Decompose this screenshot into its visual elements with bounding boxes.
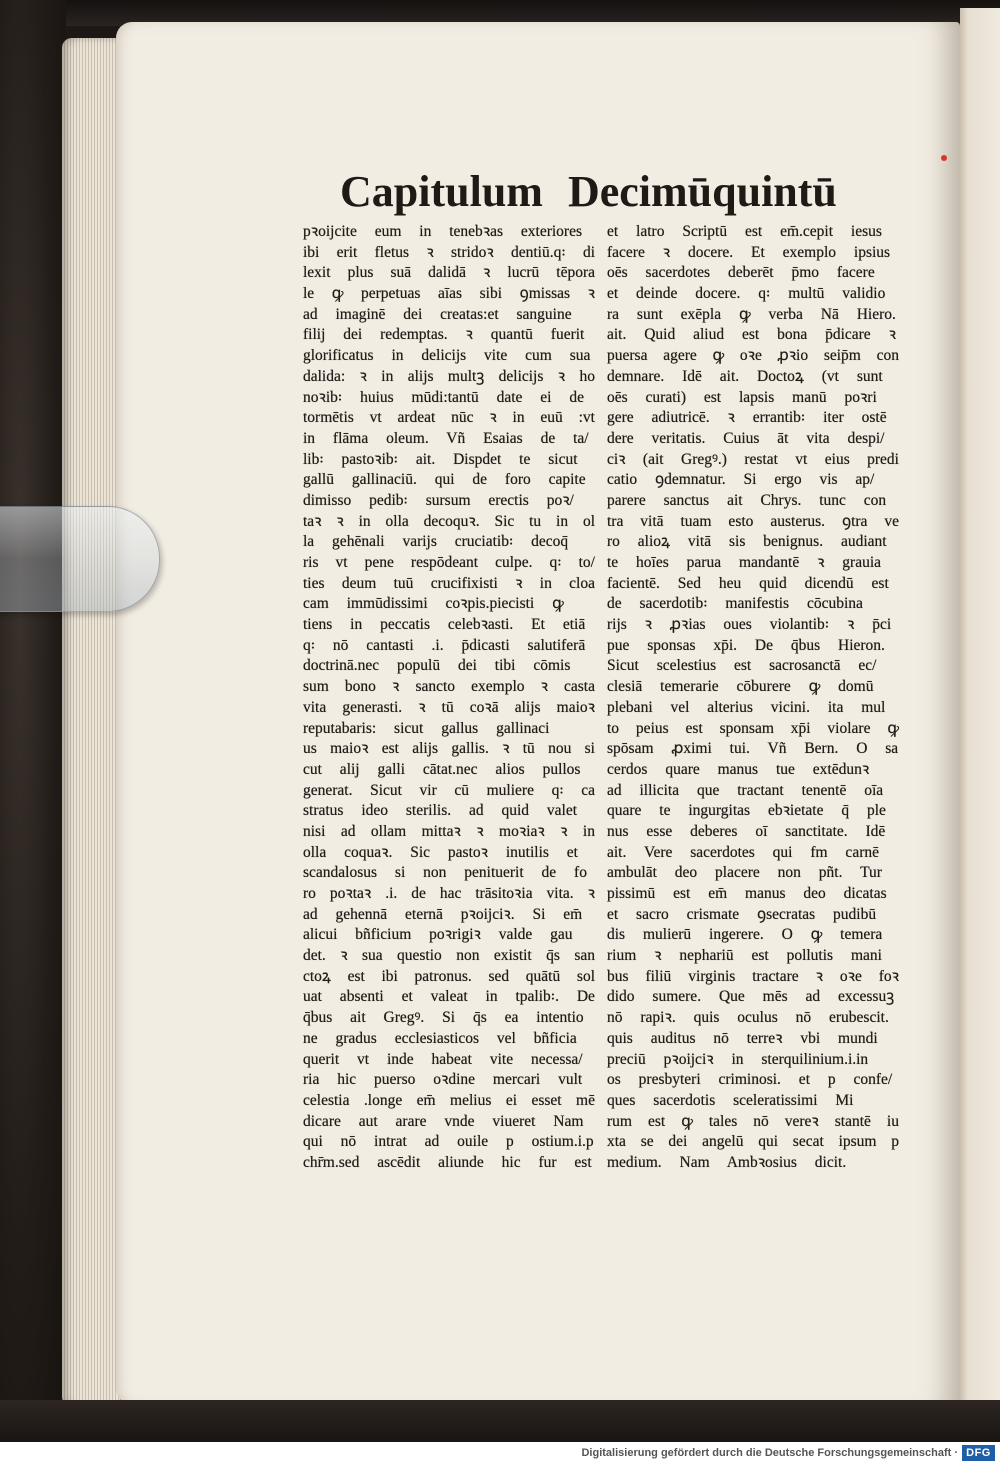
text-line: qui nō intrat ad ouile p ostium.i.p (303, 1133, 594, 1151)
text-line: dicare aut arare vnde viueret Nam (303, 1112, 584, 1130)
text-line: dimisso pedib꞉ sursum erectis poꝛ/ (303, 491, 574, 509)
text-line: doctrinā.nec populū dei tibi cōmis (303, 657, 571, 675)
text-line: et sacro crismate ꝯsecratas pudibū (607, 905, 877, 923)
text-line: ques sacerdotis sceleratissimi Mi (607, 1091, 854, 1109)
text-line: generat. Sicut vir cū muliere q꞉ ca (303, 781, 595, 799)
chapter-heading: Capitulum Decimūquintū (340, 167, 837, 216)
red-mark (941, 155, 947, 161)
text-line: vita generasti. ꝛ tū coꝛā alijs maioꝛ (303, 698, 595, 716)
left-text-column (303, 222, 595, 1174)
text-line: preciū pꝛoijciꝛ in sterquilinium.i.in (607, 1050, 869, 1068)
text-line: facere ꝛ docere. Et exemplo ipsius (607, 243, 891, 261)
text-line: ties deum tuū crucifixisti ꝛ in cloa (303, 574, 595, 592)
text-line: ro alioꝝ vitā sis benignus. audiant (607, 533, 887, 551)
text-line: oēs curati) est lapsis manū poꝛri (607, 388, 877, 406)
text-line: rium ꝛ nephariū est pollutis mani (607, 947, 882, 965)
text-line: la gehēnali varijs cruciatib꞉ decoq̄ (303, 533, 569, 551)
text-line: cam immūdissimi coꝛpis.piecisti ꝙ (303, 595, 564, 613)
text-line: facientē. Sed heu quid dicendū est (607, 574, 889, 592)
text-line: et latro Scriptū est em̄.cepit iesus (607, 223, 882, 240)
text-line: ad gehennā eternā pꝛoijciꝛ. Si em̄ (303, 905, 583, 923)
text-line: dis mulierū ingerere. O ꝙ temera (607, 926, 883, 944)
text-line: sum bono ꝛ sancto exemplo ꝛ casta (303, 678, 595, 696)
text-line: nus esse deberes oī sanctitate. Idē (607, 822, 886, 840)
text-line: nisi ad ollam mittaꝛ ꝛ moꝛiaꝛ ꝛ in (303, 822, 595, 840)
text-line: quis auditus nō terreꝛ vbi mundi (607, 1029, 878, 1047)
text-line: alicui bñficium poꝛrigiꝛ valde gau (303, 926, 573, 944)
text-line: spōsam ꝓximi tui. Vñ Bern. O sa (607, 740, 899, 758)
digitization-footer (0, 1442, 1000, 1464)
text-line: tiens in peccatis celebꝛasti. Et etiā (303, 616, 586, 634)
text-line: glorificatus in delicijs vite cum sua (303, 347, 591, 365)
text-line: tormētis vt ardeat nūc ꝛ in euū :vt (303, 409, 595, 427)
text-line: Sicut scelestius est sacrosanctā ec/ (607, 657, 877, 675)
text-line: quare te ingurgitas ebꝛietate q̄ ple (607, 802, 886, 820)
text-line: lexit plus suā dalidā ꝛ lucrū tēpora (303, 264, 595, 282)
text-line: uat absenti et valeat in tpalib꞉. De (303, 988, 595, 1006)
text-line: cut alij galli cātat.nec alios pullos (303, 760, 581, 778)
right-text-column (607, 222, 899, 1174)
text-line: pꝛoijcite eum in tenebꝛas exteriores (303, 223, 583, 240)
text-line: demnare. Idē ait. Doctoꝝ (vt sunt (607, 367, 883, 385)
text-line: catio ꝯdemnatur. Si ergo vis ap/ (607, 471, 875, 489)
text-line: pissimū est em̄ manus deo dicatas (607, 885, 887, 902)
text-line: dido sumere. Que mēs ad excessuꝫ (607, 988, 895, 1006)
text-line: olla coquaꝛ. Sic pastoꝛ inutilis et (303, 843, 578, 861)
text-line: dalida: ꝛ in alijs multꝫ delicijs ꝛ ho (303, 367, 595, 385)
text-line: us maioꝛ est alijs gallis. ꝛ tū nou si (303, 740, 595, 758)
text-line: ro poꝛtaꝛ .i. de hac trāsitoꝛia vita. ꝛ (303, 885, 595, 902)
text-line: ait. Quid aliud est bona p̄dicare ꝛ (607, 326, 896, 344)
text-line: bus filiū virginis tractare ꝛ oꝛe foꝛ (607, 967, 899, 985)
facing-page (960, 8, 1000, 1404)
text-line: pue sponsas xp̄i. De q̄bus Hieron. (607, 636, 885, 654)
dfg-logo[interactable]: DFG (962, 1445, 995, 1461)
text-line: reputabaris: sicut gallus gallinaci (303, 719, 550, 737)
text-line: q꞉ nō cantasti .i. p̄dicasti salutiferā (303, 636, 586, 654)
text-line: gere adiutricē. ꝛ errantib꞉ iter ostē (607, 409, 887, 427)
text-line: plebani vel alterius vicini. ita mul (607, 698, 886, 716)
text-line: ciꝛ (ait Gregꝰ.) restat vt eius predi (607, 450, 899, 468)
text-line: ad illicita que tractant tenentē oīa (607, 781, 884, 799)
text-line: ad imaginē dei creatas:et sanguine (303, 305, 572, 323)
text-line: taꝛ ꝛ in olla decoquꝛ. Sic tu in ol (303, 512, 595, 530)
text-line: tra vitā tuam esto austerus. ꝯtra ve (607, 512, 899, 530)
text-line: to peius est sponsam xp̄i violare ꝙ (607, 719, 899, 737)
text-line: ne gradus ecclesiasticos vel bñficia (303, 1029, 577, 1047)
text-line: os presbyteri criminosi. et p confe/ (607, 1071, 893, 1089)
text-line: lib꞉ pastoꝛib꞉ ait. Dispdet te sicut (303, 450, 578, 468)
text-line: rijs ꝛ ꝓꝛias oues violantib꞉ ꝛ p̄ci (607, 616, 892, 634)
text-line: scandalosus si non penituerit de fo (303, 864, 587, 882)
text-line: xta se dei angelū qui secat ipsum p (607, 1133, 899, 1151)
text-line: te hoīes parua mandantē ꝛ grauia (607, 554, 882, 571)
text-line: clesiā temerarie cōburere ꝙ domū (607, 678, 874, 696)
text-line: chr̄m.sed ascēdit aliunde hic fur est (303, 1153, 592, 1171)
text-line: gallū gallinaciū. qui de foro capite (303, 471, 586, 489)
text-line: le ꝙ perpetuas aīas sibi ꝯmissas ꝛ (303, 285, 595, 303)
text-line: medium. Nam Ambꝛosius dicit. (607, 1153, 847, 1171)
text-line: stratus ideo sterilis. ad quid valet (303, 802, 578, 820)
text-line: querit vt inde habeat vite necessa/ (303, 1050, 583, 1068)
text-line: ra sunt exēpla ꝙ verba Nā Hiero. (607, 305, 896, 323)
page-clip (0, 506, 160, 612)
text-line: ria hic puerso oꝛdine mercari vult (303, 1071, 583, 1089)
text-line: parere sanctus ait Chrys. tunc con (607, 491, 887, 509)
text-line: noꝛib꞉ huius mūdi:tantū date ei de (303, 388, 584, 406)
text-line: dere veritatis. Cuius āt vita despi/ (607, 429, 885, 447)
text-line: nō rapiꝛ. quis oculus nō erubescit. (607, 1009, 889, 1027)
text-line: q̄bus ait Gregꝰ. Si q̄s ea intentio (303, 1009, 584, 1027)
text-line: det. ꝛ sua questio non existit q̄s san (303, 947, 595, 965)
text-line: oēs sacerdotes deberēt p̄mo facere (607, 264, 875, 282)
text-line: ris vt pene respōdeant culpe. q꞉ to/ (303, 554, 595, 571)
text-line: ctoꝝ est ibi patronus. sed quātū sol (303, 967, 595, 985)
text-line: cerdos quare manus tue extēdunꝛ (607, 760, 870, 778)
text-line: rum est ꝙ tales nō vereꝛ stantē iu (607, 1112, 899, 1130)
text-line: in flāma oleum. Vñ Esaias de ta/ (303, 429, 589, 447)
binding-spine (0, 0, 66, 1442)
text-line: puersa agere ꝙ oꝛe ꝓꝛio seip̄m con (607, 347, 899, 365)
binding-bottom (0, 1400, 1000, 1442)
text-line: celestia .longe em̄ melius ei esset mē (303, 1091, 595, 1109)
text-line: ibi erit fletus ꝛ stridoꝛ dentiū.q꞉ di (303, 243, 595, 261)
text-line: ambulāt deo placere non pñt. Tur (607, 864, 882, 882)
text-line: de sacerdotib꞉ manifestis cōcubina (607, 595, 863, 613)
page-edges (62, 38, 120, 1410)
footer-credit: Digitalisierung gefördert durch die Deutsche Forschungsgemeinschaft · (581, 1447, 958, 1459)
text-line: ait. Vere sacerdotes qui fm carnē (607, 843, 879, 861)
text-line: et deinde docere. q꞉ multū validio (607, 285, 886, 303)
text-line: filij dei redemptas. ꝛ quantū fuerit (303, 326, 585, 344)
